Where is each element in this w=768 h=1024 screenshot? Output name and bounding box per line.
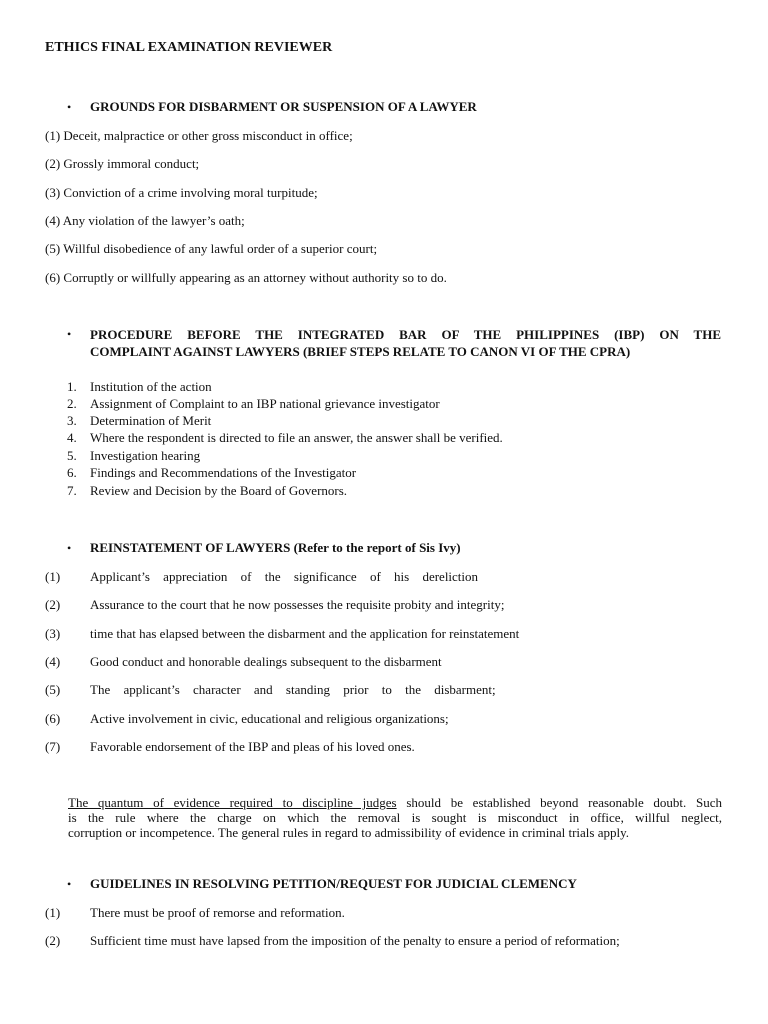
section-heading-procedure [90, 326, 721, 343]
page-title: ETHICS FINAL EXAMINATION REVIEWER [45, 40, 333, 55]
list-item: Findings and Recommendations of the Investigator [90, 465, 357, 480]
list-item: (4) Any violation of the lawyer’s oath; [45, 213, 245, 228]
list-item: (6) Corruptly or willfully appearing as an attorney without authority so to do. [45, 270, 447, 285]
list-number: 5. [67, 448, 77, 463]
list-item: Institution of the action [90, 379, 212, 394]
list-item: time that has elapsed between the disbarment and the application for reinstatement [90, 626, 520, 641]
list-number: 3. [67, 413, 77, 428]
list-item: Applicant’s appreciation of the significance of his dereliction [90, 569, 479, 584]
list-number: (6) [45, 711, 61, 726]
list-number: (2) [45, 597, 61, 612]
paragraph-line: corruption or incompetence. The general rules in regard to admissibility of evidence in criminal trials apply. [68, 825, 629, 840]
underlined-phrase: The quantum of evidence required to discipline judges [68, 795, 397, 810]
bullet-icon: • [67, 327, 72, 341]
list-number: 4. [67, 430, 77, 445]
list-item: Where the respondent is directed to file an answer, the answer shall be verified. [90, 430, 503, 445]
list-number: (2) [45, 933, 61, 948]
list-number: (1) [45, 905, 61, 920]
list-item: (2) Grossly immoral conduct; [45, 156, 200, 171]
section-heading-grounds: GROUNDS FOR DISBARMENT OR SUSPENSION OF A LAWYER [90, 99, 477, 114]
bullet-icon: • [67, 541, 72, 555]
list-number: 7. [67, 483, 77, 498]
list-number: (4) [45, 654, 61, 669]
list-item: (3) Conviction of a crime involving moral turpitude; [45, 185, 318, 200]
list-item: There must be proof of remorse and reformation. [90, 905, 345, 920]
list-number: 2. [67, 396, 77, 411]
list-item: Assurance to the court that he now possesses the requisite probity and integrity; [90, 597, 505, 612]
list-item: (5) Willful disobedience of any lawful order of a superior court; [45, 241, 378, 256]
heading-line: COMPLAINT AGAINST LAWYERS (BRIEF STEPS RELATE TO CANON VI OF THE CPRA) [90, 344, 631, 359]
paragraph-text: should be established beyond reasonable doubt. Such [396, 795, 722, 810]
list-number: (1) [45, 569, 61, 584]
list-item: Active involvement in civic, educational and religious organizations; [90, 711, 449, 726]
paragraph-line: is the rule where the charge on which the removal is sought is misconduct in office, willful neglect, [68, 810, 722, 825]
list-number: 1. [67, 379, 77, 394]
list-number: (7) [45, 739, 61, 754]
list-item: Determination of Merit [90, 413, 212, 428]
list-number: (3) [45, 626, 61, 641]
list-item: Investigation hearing [90, 448, 201, 463]
heading-line: PROCEDURE BEFORE THE INTEGRATED BAR OF THE PHILIPPINES (IBP) ON THE [90, 327, 721, 342]
list-item: The applicant’s character and standing prior to the disbarment; [90, 682, 496, 697]
bullet-icon: • [67, 100, 72, 114]
list-item: Good conduct and honorable dealings subsequent to the disbarment [90, 654, 442, 669]
list-number: 6. [67, 465, 77, 480]
list-number: (5) [45, 682, 61, 697]
list-item: Favorable endorsement of the IBP and pleas of his loved ones. [90, 739, 415, 754]
list-item: Sufficient time must have lapsed from the imposition of the penalty to ensure a period of reformation; [90, 933, 620, 948]
bullet-icon: • [67, 877, 72, 891]
list-item: Assignment of Complaint to an IBP national grievance investigator [90, 396, 440, 411]
section-heading-clemency: GUIDELINES IN RESOLVING PETITION/REQUEST FOR JUDICIAL CLEMENCY [90, 876, 577, 891]
section-heading-reinstatement: REINSTATEMENT OF LAWYERS (Refer to the report of Sis Ivy) [90, 540, 461, 555]
paragraph-line [68, 795, 722, 810]
list-item: Review and Decision by the Board of Governors. [90, 483, 348, 498]
list-item: (1) Deceit, malpractice or other gross misconduct in office; [45, 128, 353, 143]
